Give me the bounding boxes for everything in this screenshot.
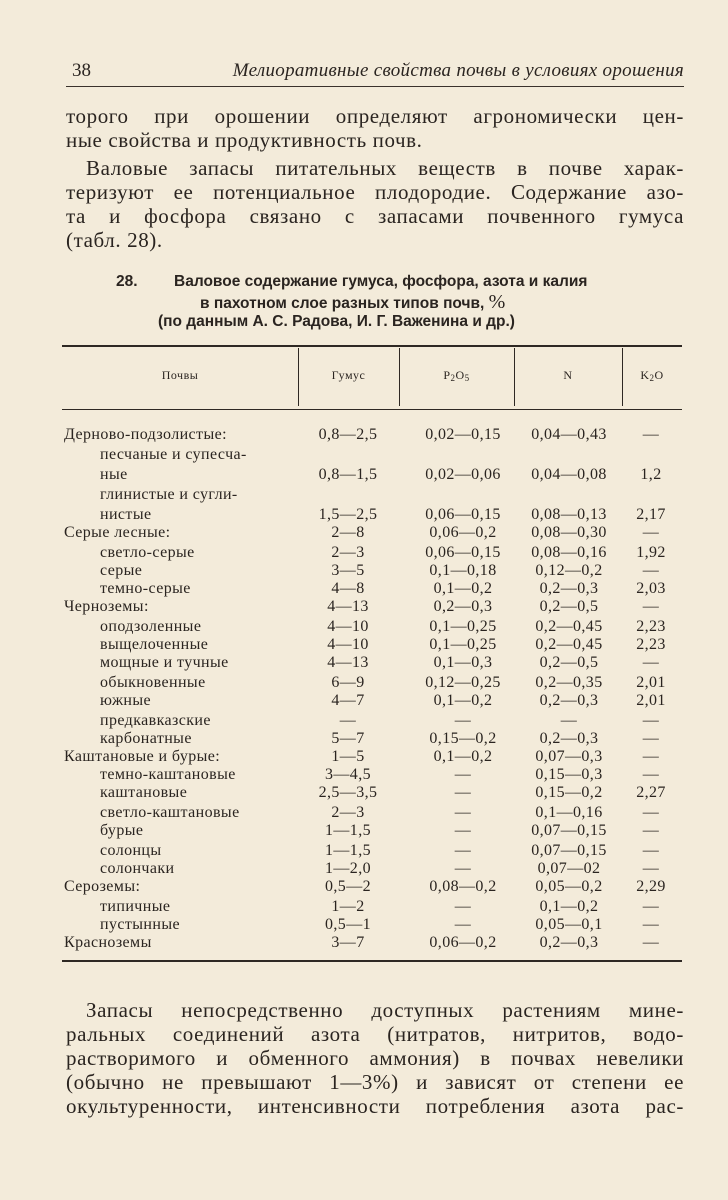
nitrogen-cell: 0,2—0,45 <box>535 618 603 635</box>
header-p2o5: P2O5 <box>443 368 470 383</box>
table-row <box>0 446 728 465</box>
humus-cell: — <box>339 712 357 729</box>
k2o-cell: 2,03 <box>636 580 666 597</box>
k2o-cell: 2,17 <box>636 506 666 523</box>
table-row <box>0 822 728 841</box>
soil-type-cell: пустынные <box>100 916 180 933</box>
humus-cell: 2,5—3,5 <box>318 784 378 801</box>
k2o-cell: — <box>642 842 660 859</box>
humus-cell: 1,5—2,5 <box>318 506 378 523</box>
text-line: теризуют ее потенциальное плодородие. Содержание азо- <box>66 180 684 204</box>
text-line: растворимого и обменного аммония) в почвах невелики <box>66 1046 684 1070</box>
humus-cell: 3—7 <box>331 934 365 951</box>
nitrogen-cell: 0,07—0,15 <box>531 842 607 859</box>
nitrogen-cell: 0,1—0,2 <box>539 898 599 915</box>
table-row <box>0 524 728 543</box>
soil-type-cell: мощные и тучные <box>100 654 229 671</box>
nitrogen-cell: 0,2—0,35 <box>535 674 603 691</box>
p2o5-cell: 0,2—0,3 <box>433 598 493 615</box>
page-number: 38 <box>72 60 91 81</box>
soil-type-cell: южные <box>100 692 152 709</box>
p2o5-cell: — <box>454 766 472 783</box>
text-line: (обычно не превышают 1—3%) и зависят от степени ее <box>66 1070 684 1094</box>
nitrogen-cell: 0,08—0,16 <box>531 544 607 561</box>
table-row <box>0 466 728 485</box>
soil-type-cell: карбонатные <box>100 730 192 747</box>
k2o-cell: — <box>642 898 660 915</box>
p2o5-cell: 0,1—0,2 <box>433 692 493 709</box>
p2o5-cell: 0,06—0,15 <box>425 506 501 523</box>
caption-line: Валовое содержание гумуса, фосфора, азота и калия <box>174 273 588 290</box>
nitrogen-cell: 0,2—0,3 <box>539 580 599 597</box>
header-soil: Почвы <box>161 368 199 382</box>
table-row <box>0 636 728 655</box>
table-row <box>0 486 728 505</box>
k2o-cell: 2,23 <box>636 636 666 653</box>
table-row <box>0 860 728 879</box>
text-line: ральных соединений азота (нитратов, нитритов, водо- <box>66 1022 684 1046</box>
k2o-cell: — <box>642 712 660 729</box>
p2o5-cell: — <box>454 842 472 859</box>
humus-cell: 1—2 <box>331 898 365 915</box>
p2o5-cell: — <box>454 822 472 839</box>
k2o-cell: 2,23 <box>636 618 666 635</box>
soil-type-cell: предкавказские <box>100 712 211 729</box>
soil-type-cell: светло-каштановые <box>100 804 240 821</box>
table-row <box>0 692 728 711</box>
text-line: ные свойства и продуктивность почв. <box>66 128 423 152</box>
nitrogen-cell: 0,05—0,1 <box>535 916 603 933</box>
soil-type-cell: Черноземы: <box>64 598 149 615</box>
k2o-cell: 1,2 <box>640 466 662 483</box>
p2o5-cell: 0,12—0,25 <box>425 674 501 691</box>
table-row <box>0 748 728 767</box>
humus-cell: 1—1,5 <box>325 842 371 859</box>
humus-cell: 6—9 <box>331 674 365 691</box>
nutrient-reserves-paragraph <box>66 156 684 252</box>
humus-cell: 2—3 <box>331 544 365 561</box>
soil-type-cell: Сероземы: <box>64 878 141 895</box>
soil-type-cell: глинистые и сугли- <box>100 486 238 503</box>
caption-line <box>200 292 505 314</box>
p2o5-cell: — <box>454 860 472 877</box>
table-row <box>0 674 728 693</box>
table-row <box>0 916 728 935</box>
k2o-cell: 2,01 <box>636 674 666 691</box>
table-row <box>0 712 728 731</box>
humus-cell: 5—7 <box>331 730 365 747</box>
k2o-cell: — <box>642 748 660 765</box>
nitrogen-cell: 0,15—0,3 <box>535 766 603 783</box>
p2o5-cell: 0,02—0,15 <box>425 426 501 443</box>
nitrogen-cell: 0,1—0,16 <box>535 804 603 821</box>
k2o-cell: — <box>642 822 660 839</box>
soil-type-cell: оподзоленные <box>100 618 202 635</box>
humus-cell: 1—5 <box>331 748 365 765</box>
table-row <box>0 654 728 673</box>
k2o-cell: — <box>642 934 660 951</box>
k2o-cell: — <box>642 766 660 783</box>
table-row <box>0 618 728 637</box>
p2o5-cell: — <box>454 898 472 915</box>
table-top-rule <box>62 345 682 347</box>
nitrogen-cell: 0,2—0,3 <box>539 730 599 747</box>
p2o5-cell: — <box>454 784 472 801</box>
table-number: 28. <box>116 273 138 290</box>
p2o5-cell: 0,15—0,2 <box>429 730 497 747</box>
humus-cell: 3—5 <box>331 562 365 579</box>
nitrogen-cell: 0,2—0,45 <box>535 636 603 653</box>
soil-type-cell: солончаки <box>100 860 175 877</box>
text-line: (табл. 28). <box>66 228 163 252</box>
nitrogen-cell: 0,2—0,5 <box>539 654 599 671</box>
k2o-cell: — <box>642 598 660 615</box>
p2o5-cell: 0,1—0,2 <box>433 580 493 597</box>
humus-cell: 3—4,5 <box>325 766 371 783</box>
k2o-cell: — <box>642 730 660 747</box>
humus-cell: 0,5—1 <box>325 916 371 933</box>
header-humus: Гумус <box>331 368 366 382</box>
soil-type-cell: Дерново-подзолистые: <box>64 426 227 443</box>
nitrogen-cell: 0,07—0,3 <box>535 748 603 765</box>
humus-cell: 4—13 <box>327 654 369 671</box>
p2o5-cell: — <box>454 712 472 729</box>
soil-type-cell: светло-серые <box>100 544 195 561</box>
header-n: N <box>563 368 573 382</box>
caption-source: (по данным А. С. Радова, И. Г. Важенина и др.) <box>158 313 515 330</box>
nitrogen-cell: 0,08—0,30 <box>531 524 607 541</box>
nitrogen-cell: 0,2—0,5 <box>539 598 599 615</box>
percent-sign: % <box>488 291 506 313</box>
table-row <box>0 598 728 617</box>
humus-cell: 2—3 <box>331 804 365 821</box>
soil-type-cell: серые <box>100 562 143 579</box>
humus-cell: 1—2,0 <box>325 860 371 877</box>
p2o5-cell: 0,1—0,25 <box>429 636 497 653</box>
p2o5-cell: 0,1—0,18 <box>429 562 497 579</box>
p2o5-cell: 0,06—0,2 <box>429 524 497 541</box>
k2o-cell: — <box>642 916 660 933</box>
k2o-cell: — <box>642 860 660 877</box>
table-row <box>0 562 728 581</box>
header-k2o: K2O <box>640 368 664 383</box>
humus-cell: 4—8 <box>331 580 365 597</box>
nitrogen-cell: 0,2—0,3 <box>539 692 599 709</box>
p2o5-cell: — <box>454 916 472 933</box>
soil-type-cell: нистые <box>100 506 152 523</box>
nitrogen-cell: 0,04—0,43 <box>531 426 607 443</box>
humus-cell: 0,8—1,5 <box>318 466 378 483</box>
k2o-cell: 2,27 <box>636 784 666 801</box>
nitrogen-cell: 0,04—0,08 <box>531 466 607 483</box>
p2o5-cell: 0,02—0,06 <box>425 466 501 483</box>
table-row <box>0 898 728 917</box>
table-row <box>0 426 728 445</box>
text-line: окультуренности, интенсивности потребления азота рас- <box>66 1094 684 1118</box>
running-title: Мелиоративные свойства почвы в условиях орошения <box>232 60 684 81</box>
table-bottom-rule <box>62 960 682 962</box>
text-line: та и фосфора связано с запасами почвенного гумуса <box>66 204 684 228</box>
soil-type-cell: солонцы <box>100 842 162 859</box>
table-row <box>0 804 728 823</box>
nitrogen-paragraph <box>66 998 684 1118</box>
p2o5-cell: 0,1—0,2 <box>433 748 493 765</box>
table-row <box>0 878 728 897</box>
nitrogen-cell: 0,08—0,13 <box>531 506 607 523</box>
soil-type-cell: Каштановые и бурые: <box>64 748 221 765</box>
soil-type-cell: обыкновенные <box>100 674 206 691</box>
soil-type-cell: Красноземы <box>64 934 152 951</box>
humus-cell: 4—10 <box>327 636 369 653</box>
soil-type-cell: темно-каштановые <box>100 766 236 783</box>
text-line: Валовые запасы питательных веществ в почве харак- <box>86 156 684 180</box>
nitrogen-cell: 0,07—0,15 <box>531 822 607 839</box>
table-row <box>0 506 728 525</box>
k2o-cell: — <box>642 426 660 443</box>
nitrogen-cell: — <box>560 712 578 729</box>
humus-cell: 4—13 <box>327 598 369 615</box>
table-row <box>0 784 728 803</box>
soil-type-cell: ные <box>100 466 128 483</box>
k2o-cell: — <box>642 804 660 821</box>
k2o-cell: — <box>642 654 660 671</box>
nitrogen-cell: 0,07—02 <box>537 860 601 877</box>
soil-type-cell: каштановые <box>100 784 188 801</box>
text-line: Запасы непосредственно доступных растениям мине- <box>86 998 684 1022</box>
soil-type-cell: песчаные и супесча- <box>100 446 247 463</box>
nitrogen-cell: 0,12—0,2 <box>535 562 603 579</box>
k2o-cell: — <box>642 562 660 579</box>
table-row <box>0 766 728 785</box>
k2o-cell: 2,29 <box>636 878 666 895</box>
nitrogen-cell: 0,15—0,2 <box>535 784 603 801</box>
k2o-cell: 1,92 <box>636 544 666 561</box>
humus-cell: 1—1,5 <box>325 822 371 839</box>
table-row <box>0 730 728 749</box>
humus-cell: 2—8 <box>331 524 365 541</box>
k2o-cell: 2,01 <box>636 692 666 709</box>
table-row <box>0 842 728 861</box>
p2o5-cell: — <box>454 804 472 821</box>
nitrogen-cell: 0,05—0,2 <box>535 878 603 895</box>
soil-type-cell: бурые <box>100 822 144 839</box>
nitrogen-cell: 0,2—0,3 <box>539 934 599 951</box>
humus-cell: 0,5—2 <box>325 878 371 895</box>
p2o5-cell: 0,06—0,2 <box>429 934 497 951</box>
humus-cell: 0,8—2,5 <box>318 426 378 443</box>
k2o-cell: — <box>642 524 660 541</box>
soil-type-cell: темно-серые <box>100 580 191 597</box>
intro-paragraph <box>66 104 684 152</box>
running-head <box>66 58 684 87</box>
p2o5-cell: 0,1—0,25 <box>429 618 497 635</box>
soil-type-cell: выщелоченные <box>100 636 209 653</box>
table-row <box>0 544 728 563</box>
p2o5-cell: 0,1—0,3 <box>433 654 493 671</box>
text-line: торого при орошении определяют агрономически цен- <box>66 104 684 128</box>
p2o5-cell: 0,08—0,2 <box>429 878 497 895</box>
humus-cell: 4—7 <box>331 692 365 709</box>
humus-cell: 4—10 <box>327 618 369 635</box>
table-row <box>0 934 728 953</box>
table-row <box>0 580 728 599</box>
p2o5-cell: 0,06—0,15 <box>425 544 501 561</box>
table-header-rule <box>62 409 682 410</box>
caption-text: в пахотном слое разных типов почв, <box>200 295 485 312</box>
soil-type-cell: типичные <box>100 898 171 915</box>
soil-type-cell: Серые лесные: <box>64 524 171 541</box>
